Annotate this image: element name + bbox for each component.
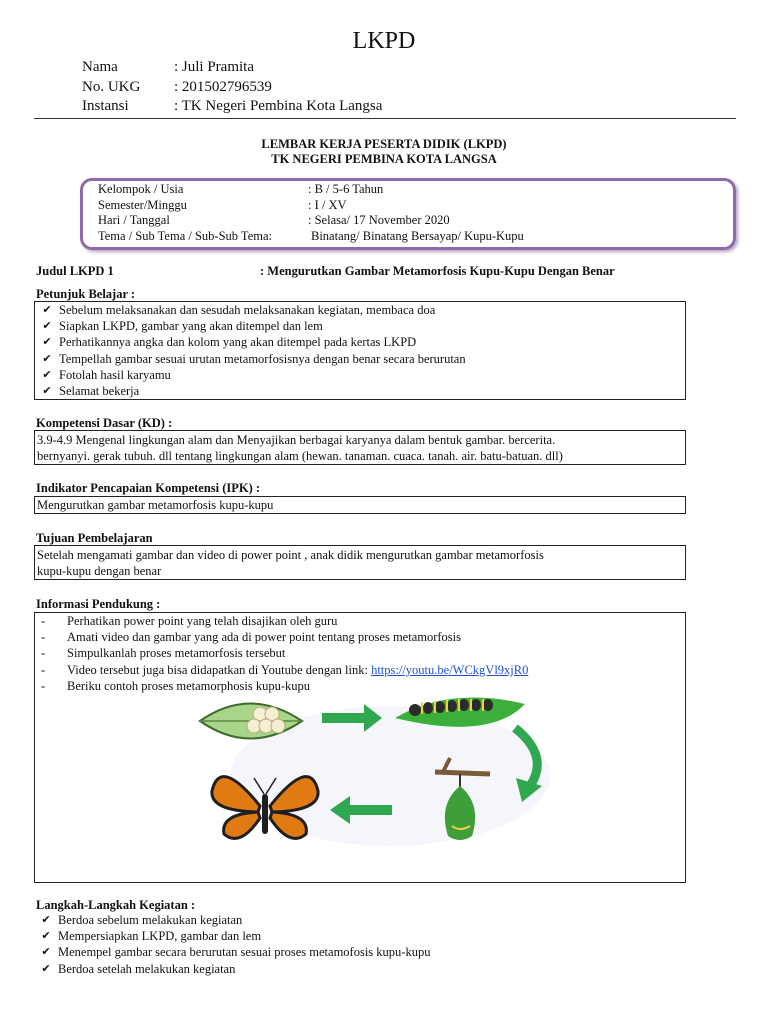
checkmark-icon: ✔ bbox=[42, 319, 52, 333]
class-info bbox=[98, 182, 524, 244]
tujuan-line-2: kupu-kupu dengan benar bbox=[37, 564, 162, 578]
heading-line-2: TK NEGERI PEMBINA KOTA LANGSA bbox=[271, 152, 497, 166]
identity-row-instansi: Instansi : TK Negeri Pembina Kota Langsa bbox=[82, 98, 383, 114]
tujuan-box bbox=[34, 545, 686, 580]
list-item: ✔ Berdoa setelah melakukan kegiatan bbox=[34, 961, 430, 977]
kd-line-1: 3.9-4.9 Mengenal lingkungan alam dan Menyajikan berbagai karyanya dalam bentuk gambar. bercerita. bbox=[37, 433, 556, 447]
langkah-label: Langkah-Langkah Kegiatan : bbox=[36, 898, 196, 912]
petunjuk-box bbox=[34, 301, 686, 400]
checkmark-icon: ✔ bbox=[42, 335, 52, 349]
checkmark-icon: ✔ bbox=[42, 351, 52, 365]
class-info-row: Kelompok / Usia : B / 5-6 Tahun bbox=[98, 182, 384, 196]
checkmark-icon: ✔ bbox=[41, 945, 51, 959]
list-item: ✔ Mempersiapkan LKPD, gambar dan lem bbox=[34, 928, 430, 944]
list-item: ✔ Berdoa sebelum melakukan kegiatan bbox=[34, 912, 430, 928]
document-title: LKPD bbox=[352, 28, 416, 54]
checkmark-icon: ✔ bbox=[42, 367, 52, 381]
list-item: ✔ Perhatikannya angka dan kolom yang akan ditempel pada kertas LKPD bbox=[35, 334, 685, 350]
ipk-value: Mengurutkan gambar metamorfosis kupu-kupu bbox=[37, 498, 274, 512]
tujuan-line-1: Setelah mengamati gambar dan video di power point , anak didik mengurutkan gambar metamorfosis bbox=[37, 548, 544, 562]
tujuan-label: Tujuan Pembelajaran bbox=[36, 531, 153, 545]
list-item: - Simpulkanlah proses metamorfosis tersebut bbox=[41, 646, 286, 661]
metamorphosis-illustration bbox=[190, 686, 560, 858]
petunjuk-list bbox=[35, 302, 685, 399]
checkmark-icon: ✔ bbox=[42, 303, 52, 316]
youtube-link[interactable]: https://youtu.be/WCkgVl9xjR0 bbox=[371, 662, 529, 677]
checkmark-icon: ✔ bbox=[42, 384, 52, 398]
class-info-row: Semester/Minggu : I / XV bbox=[98, 197, 347, 212]
checkmark-icon: ✔ bbox=[41, 929, 51, 943]
heading-line-1: LEMBAR KERJA PESERTA DIDIK (LKPD) bbox=[261, 137, 507, 151]
list-item: - Beriku contoh proses metamorphosis kupu-kupu bbox=[41, 678, 311, 693]
identity-row-name: Nama : Juli Pramita bbox=[82, 59, 254, 75]
header-divider bbox=[34, 118, 736, 119]
ipk-label: Indikator Pencapaian Kompetensi (IPK) : bbox=[36, 481, 261, 495]
class-info-row: Tema / Sub Tema / Sub-Sub Tema: Binatang/ Binatang Bersayap/ Kupu-Kupu bbox=[98, 228, 524, 243]
list-item: ✔ Fotolah hasil karyamu bbox=[35, 367, 685, 383]
langkah-list bbox=[34, 912, 430, 977]
class-info-row: Hari / Tanggal : Selasa/ 17 November 2020 bbox=[98, 213, 450, 228]
list-item: - Perhatikan power point yang telah disajikan oleh guru bbox=[41, 614, 338, 628]
list-item: ✔ Siapkan LKPD, gambar yang akan ditempel dan lem bbox=[35, 318, 685, 334]
list-item: ✔ Sebelum melaksanakan dan sesudah melaksanakan kegiatan, membaca doa bbox=[35, 302, 685, 318]
list-item: - Video tersebut juga bisa didapatkan di Youtube dengan link: https://youtu.be/WCkgVl9xjR0 bbox=[41, 662, 529, 677]
judul-value: : Mengurutkan Gambar Metamorfosis Kupu-Kupu Dengan Benar bbox=[260, 264, 615, 278]
checkmark-icon: ✔ bbox=[41, 913, 51, 926]
judul-label: Judul LKPD 1 bbox=[36, 264, 114, 278]
ipk-box bbox=[34, 496, 686, 514]
checkmark-icon: ✔ bbox=[41, 961, 51, 975]
list-item: ✔ Tempellah gambar sesuai urutan metamorfosisnya dengan benar secara berurutan bbox=[35, 351, 685, 367]
list-item: ✔ Selamat bekerja bbox=[35, 383, 685, 399]
kd-label: Kompetensi Dasar (KD) : bbox=[36, 416, 173, 430]
kd-box bbox=[34, 430, 686, 465]
identity-row-ukg: No. UKG : 201502796539 bbox=[82, 78, 272, 95]
list-item: - Amati video dan gambar yang ada di power point tentang proses metamorfosis bbox=[41, 630, 461, 645]
identity-block bbox=[82, 58, 382, 117]
petunjuk-label: Petunjuk Belajar : bbox=[36, 287, 136, 301]
list-item: ✔ Menempel gambar secara berurutan sesuai proses metamofosis kupu-kupu bbox=[34, 944, 430, 960]
informasi-list bbox=[35, 613, 685, 694]
kd-line-2: bernyanyi. gerak tubuh. dll tentang lingkungan alam (hewan. tanaman. cuaca. tanah. air. batu-batuan. dll) bbox=[37, 449, 563, 463]
informasi-label: Informasi Pendukung : bbox=[36, 597, 161, 611]
